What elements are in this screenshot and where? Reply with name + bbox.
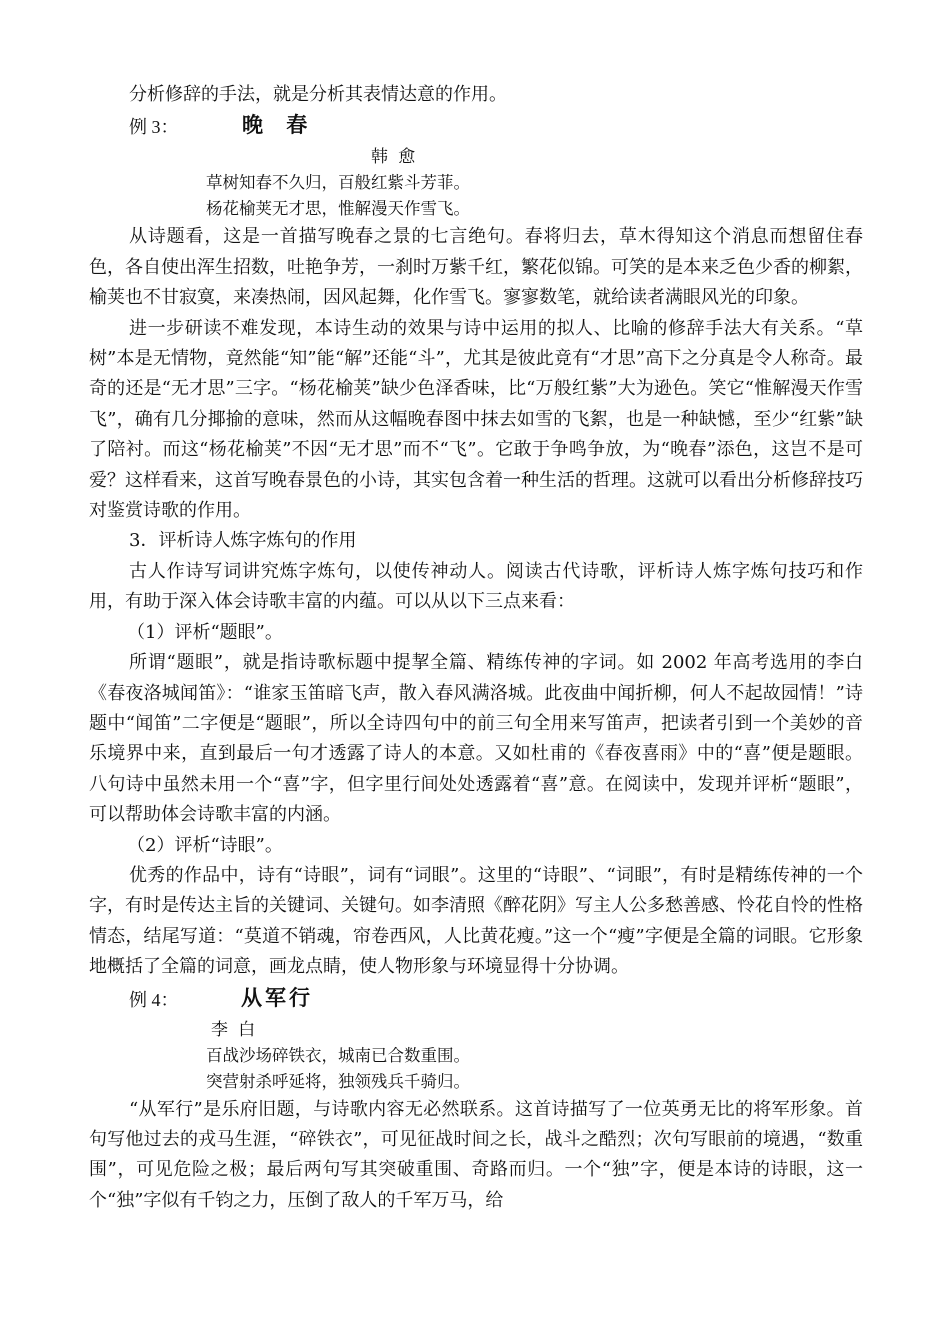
- example-4-verse-2: 突营射杀呼延将，独领残兵千骑归。: [206, 1071, 470, 1091]
- subsection-1-paragraph: 所谓“题眼”，就是指诗歌标题中提挈全篇、精练传神的字词。如 2002 年高考选用的李白《春夜洛城闻笛》：“谁家玉笛暗飞声，散入春风满洛城。此夜曲中闻折柳，何人不起故园情！”诗题中“闻笛”二字便是“题眼”，所以全诗四句中的前三句全用来写笛声，把读者引到一个美妙的音乐境界中来，直到最后一句才透露了诗人的本意。又如杜甫的《春夜喜雨》中的“喜”便是题眼。八句诗中虽然未用一个“喜”字，但字里行间处处透露着“喜”意。在阅读中，发现并评析“题眼”，可以帮助体会诗歌丰富的内涵。: [89, 652, 863, 826]
- example-3-analysis-2: 进一步研读不难发现，本诗生动的效果与诗中运用的拟人、比喻的修辞手法大有关系。“草树”本是无情物，竟然能“知”能“解”还能“斗”，尤其是彼此竟有“才思”高下之分真是令人称奇。最奇的还是“无才思”三字。“杨花榆荚”缺少色泽香味，比“万般红紫”大为逊色。笑它“惟解漫天作雪飞”，确有几分揶揄的意味，然而从这幅晚春图中抹去如雪的飞絮，也是一种缺憾，至少“红紫”缺了陪衬。而这“杨花榆荚”不因“无才思”而不“飞”。它敢于争鸣争放，为“晚春”添色，这岂不是可爱？这样看来，这首写晚春景色的小诗，其实包含着一种生活的哲理。这就可以看出分析修辞技巧对鉴赏诗歌的作用。: [89, 317, 863, 522]
- example-3-author: 韩 愈: [371, 147, 416, 168]
- example-3-verse-1: 草树知春不久归，百般红紫斗芳菲。: [206, 173, 470, 193]
- example-4-label: 例 4：: [129, 989, 179, 1010]
- subsection-2-paragraph: 优秀的作品中，诗有“诗眼”，词有“词眼”。这里的“诗眼”、“词眼”，有时是精练传神的一个字，有时是传达主旨的关键词、关键句。如李清照《醉花阴》写主人公多愁善感、怜花自怜的性格情态，结尾写道：“莫道不销魂，帘卷西风，人比黄花瘦。”这一个“瘦”字便是全篇的词眼。它形象地概括了全篇的词意，画龙点睛，使人物形象与环境显得十分协调。: [89, 864, 863, 978]
- example-4-title: 从军行: [241, 985, 313, 1010]
- example-4-header: [89, 983, 863, 1017]
- subsection-1-heading: （1）评析“题眼”。: [127, 621, 283, 643]
- section-3-paragraph: 古人作诗写词讲究炼字炼句，以使传神动人。阅读古代诗歌，评析诗人炼字炼句技巧和作用，有助于深入体会诗歌丰富的内蕴。可以从以下三点来看：: [89, 560, 863, 613]
- example-3-analysis-1: 从诗题看，这是一首描写晚春之景的七言绝句。春将归去，草木得知这个消息而想留住春色，各自使出浑生招数，吐艳争芳，一刹时万紫千红，繁花似锦。可笑的是本来乏色少香的柳絮，榆荚也不甘寂寞，来凑热闹，因风起舞，化作雪飞。寥寥数笔，就给读者满眼风光的印象。: [89, 226, 863, 309]
- example-3-title: 晚 春: [242, 113, 316, 138]
- example-4-author: 李 白: [211, 1019, 256, 1040]
- intro-line: 分析修辞的手法，就是分析其表情达意的作用。: [129, 84, 507, 105]
- example-3-verse-2: 杨花榆荚无才思，惟解漫天作雪飞。: [206, 199, 470, 219]
- example-4-analysis: “从军行”是乐府旧题，与诗歌内容无必然联系。这首诗描写了一位英勇无比的将军形象。首句写他过去的戎马生涯，“碎铁衣”，可见征战时间之长，战斗之酷烈；次句写眼前的境遇，“数重围”，可见危险之极；最后两句写其突破重围、奇路而归。一个“独”字，便是本诗的诗眼，这一个“独”字似有千钧之力，压倒了敌人的千军万马，给: [89, 1098, 863, 1211]
- section-3-heading: 3．评析诗人炼字炼句的作用: [129, 530, 357, 552]
- example-4-verse-1: 百战沙场碎铁衣，城南已合数重围。: [206, 1045, 470, 1065]
- example-3-label: 例 3：: [129, 117, 179, 138]
- document-page: [89, 80, 863, 1216]
- subsection-2-heading: （2）评析“诗眼”。: [127, 834, 283, 856]
- example-3-header: [89, 110, 863, 144]
